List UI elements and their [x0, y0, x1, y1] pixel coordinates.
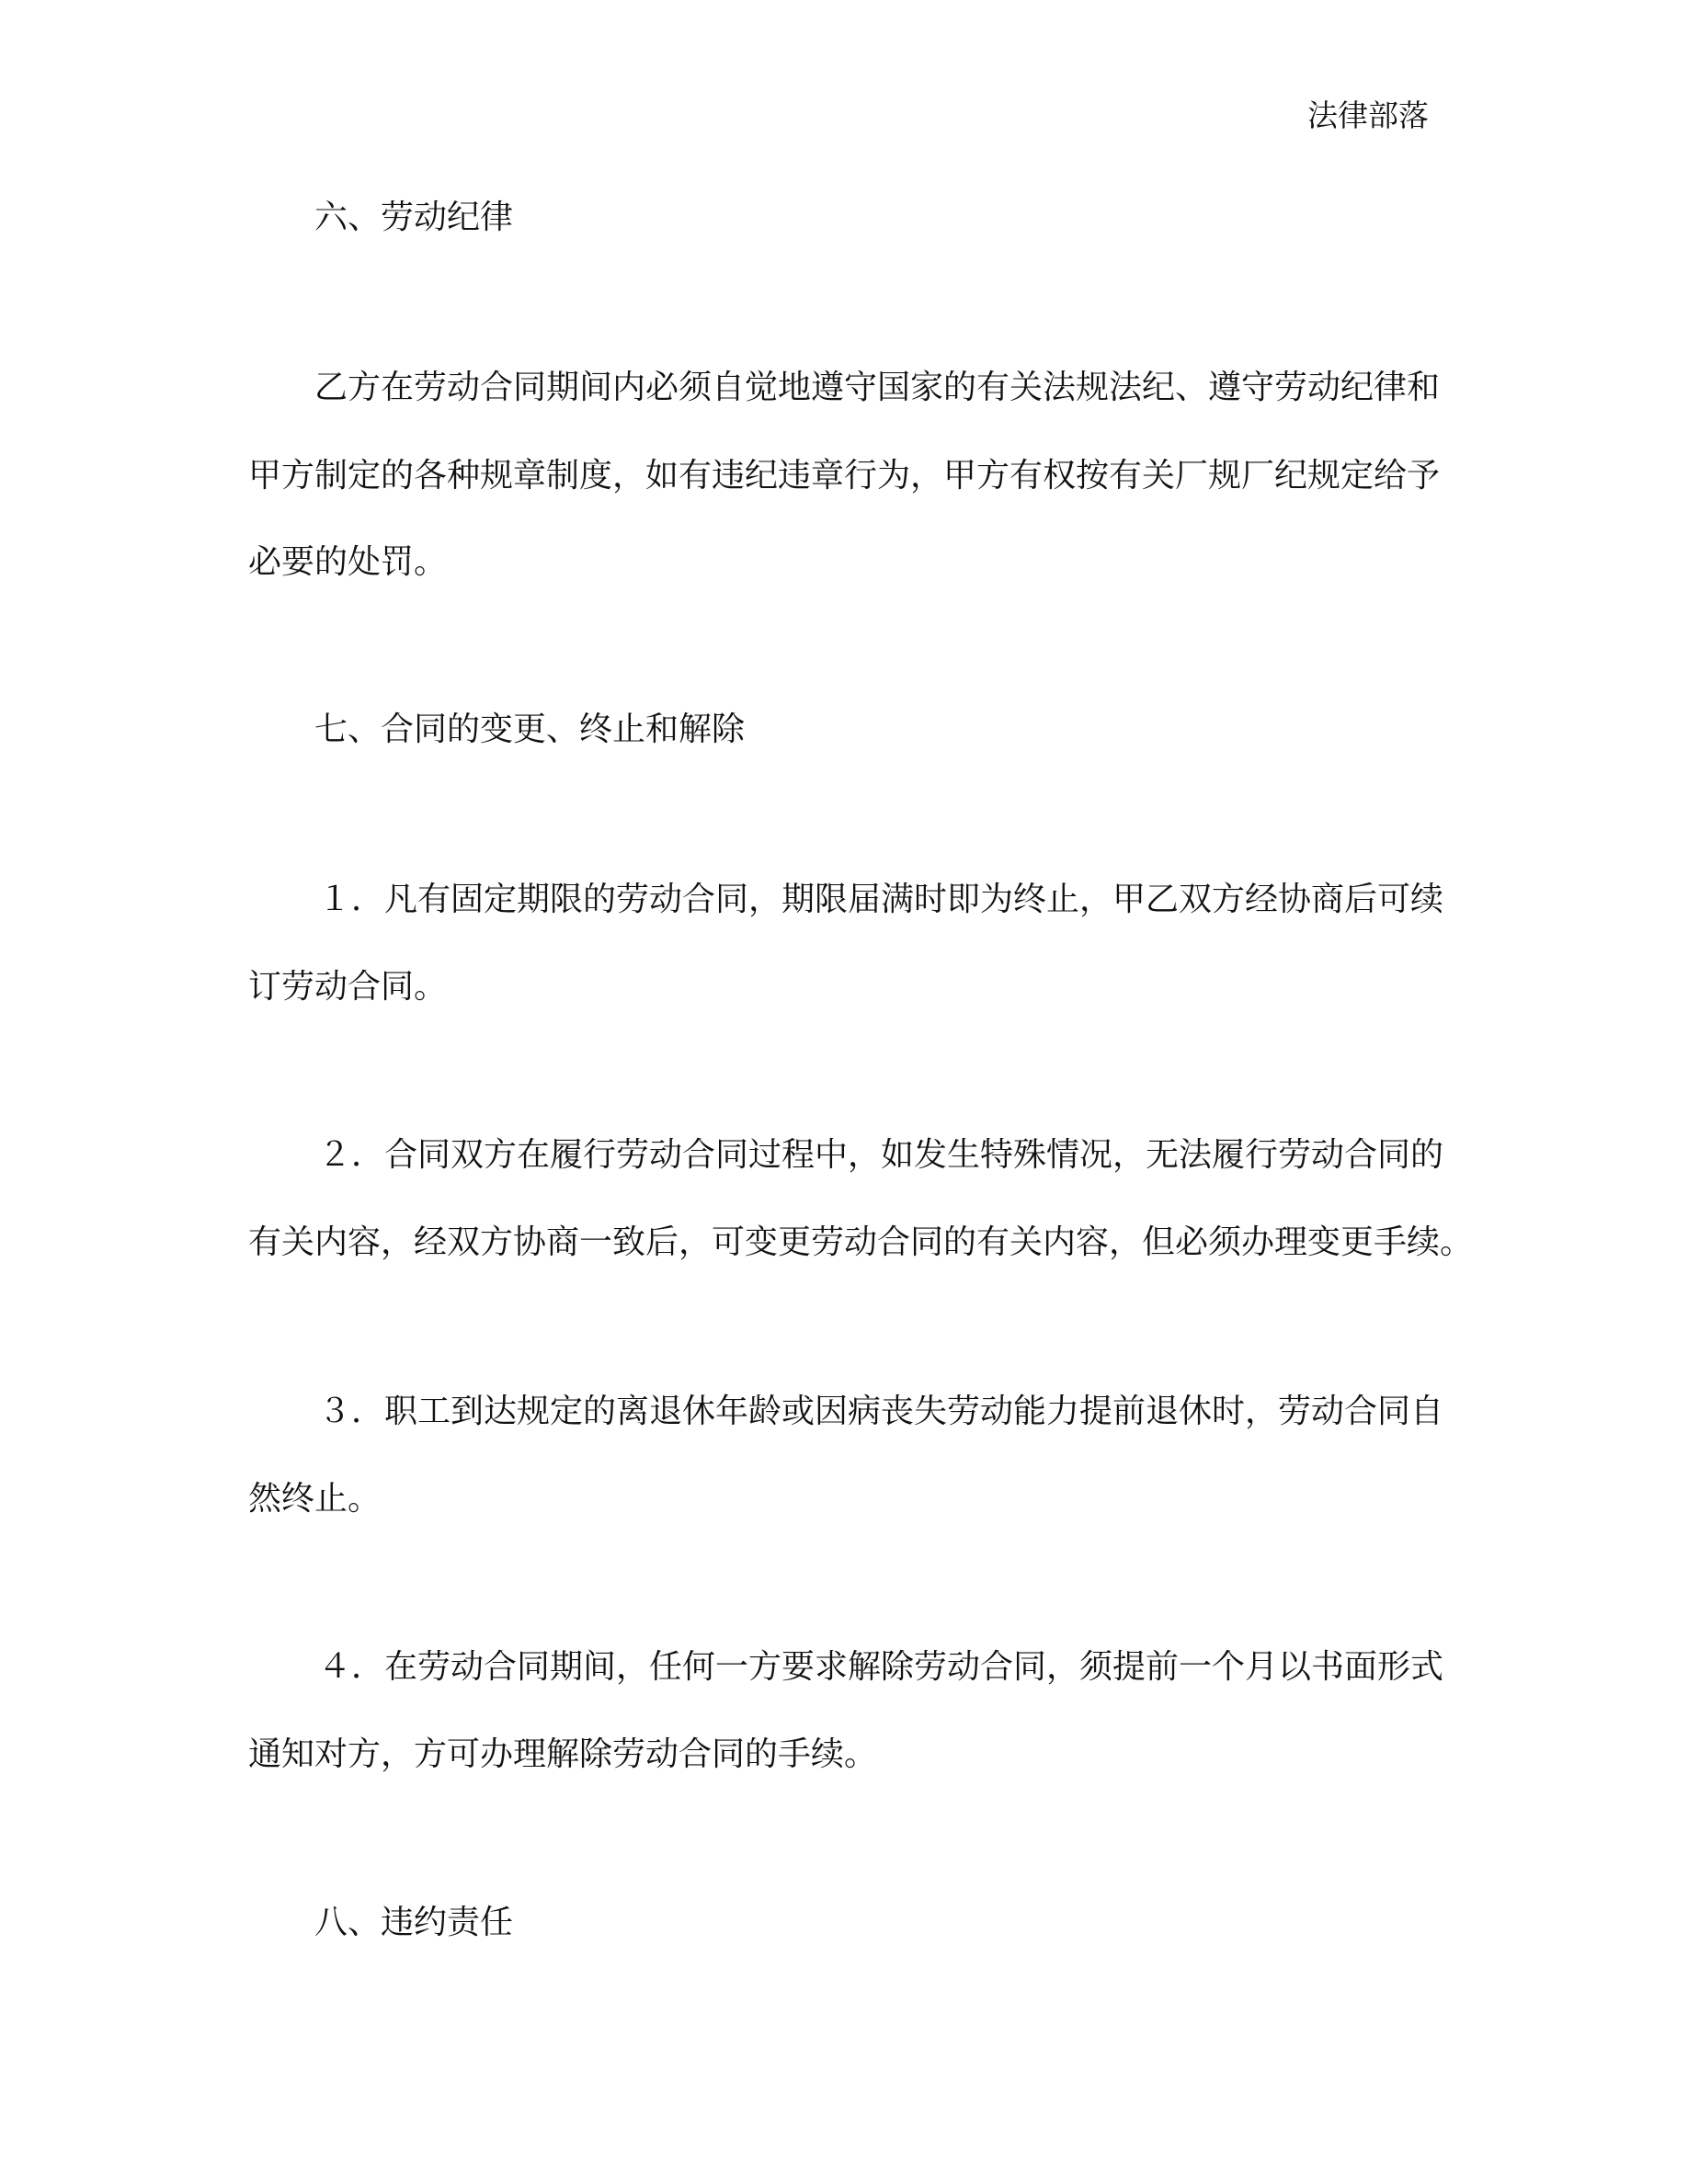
- list-item-line: ４．在劳动合同期间，任何一方要求解除劳动合同，须提前一个月以书面形式: [318, 1648, 1444, 1686]
- list-item-line: 通知对方，方可办理解除劳动合同的手续。: [248, 1735, 878, 1773]
- header-brand: 法律部落: [1307, 97, 1429, 133]
- paragraph-line: 甲方制定的各种规章制度，如有违纪违章行为，甲方有权按有关厂规厂纪规定给予: [248, 457, 1441, 495]
- list-item-line: 然终止。: [248, 1480, 382, 1518]
- section-heading-6: 六、劳动纪律: [314, 199, 514, 236]
- list-item-line: 订劳动合同。: [248, 968, 448, 1006]
- section-heading-7: 七、合同的变更、终止和解除: [314, 711, 746, 748]
- list-item-line: 有关内容，经双方协商一致后，可变更劳动合同的有关内容，但必须办理变更手续。: [248, 1223, 1474, 1261]
- list-item-line: ２．合同双方在履行劳动合同过程中，如发生特殊情况，无法履行劳动合同的: [318, 1136, 1444, 1174]
- section-heading-8: 八、违约责任: [314, 1904, 514, 1941]
- list-item-line: ３．职工到达规定的离退休年龄或因病丧失劳动能力提前退休时，劳动合同自: [318, 1393, 1444, 1430]
- list-item-line: １．凡有固定期限的劳动合同，期限届满时即为终止，甲乙双方经协商后可续: [318, 881, 1444, 918]
- paragraph-line: 乙方在劳动合同期间内必须自觉地遵守国家的有关法规法纪、遵守劳动纪律和: [314, 369, 1441, 406]
- paragraph-line: 必要的处罚。: [248, 543, 448, 581]
